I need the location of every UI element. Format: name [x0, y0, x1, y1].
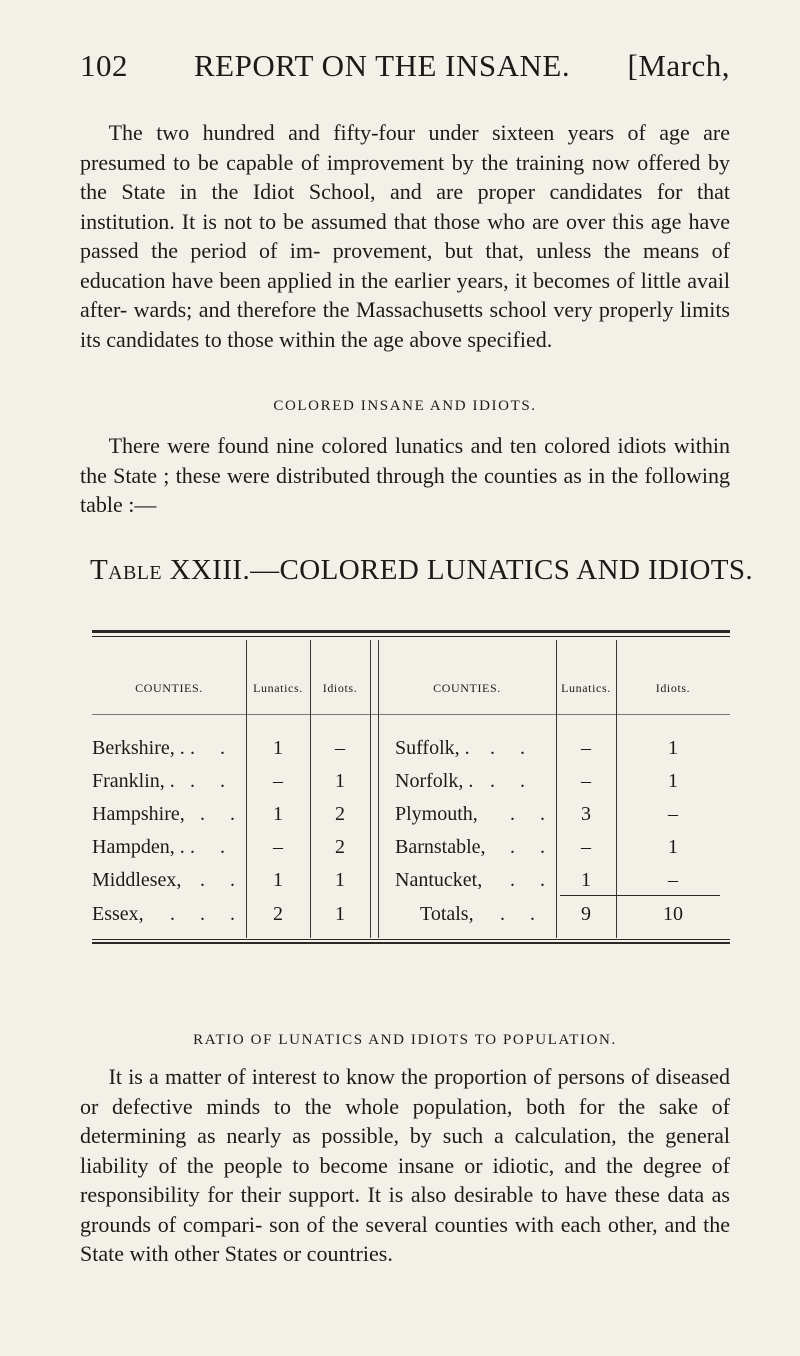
county-cell: Hampshire, [92, 803, 185, 825]
county-cell: Middlesex, [92, 869, 182, 891]
county-cell: Nantucket, [395, 869, 483, 891]
table-title-word: Table [90, 554, 162, 586]
leader-dots: . . [200, 803, 245, 825]
leader-dots: . . [510, 803, 555, 825]
idiots-cell: 1 [668, 836, 678, 858]
idiots-cell: 1 [668, 770, 678, 792]
totals-label: Totals, [420, 903, 474, 925]
running-section: [March, [627, 48, 730, 83]
lunatics-cell: 1 [273, 869, 283, 891]
running-head [80, 48, 730, 88]
county-cell: Plymouth, [395, 803, 478, 825]
lunatics-cell: 1 [273, 803, 283, 825]
header-idiots-left: Idiots. [322, 681, 358, 695]
page-number: 102 [80, 48, 128, 83]
county-cell: Suffolk, . [395, 737, 470, 759]
table-bottom-rule-heavy [92, 942, 730, 944]
table-title-text: XXIII.—COLORED LUNATICS AND IDIOTS. [161, 554, 754, 586]
idiots-cell: 1 [335, 869, 345, 891]
leader-dots: . . . [170, 903, 245, 925]
lunatics-cell: – [273, 770, 283, 792]
section-heading-ratio: RATIO OF LUNATICS AND IDIOTS TO POPULATION. [193, 1032, 617, 1048]
leader-dots: . . [510, 869, 555, 891]
col-divider [370, 640, 371, 938]
idiots-cell: 1 [335, 903, 345, 925]
leader-dots: . . [500, 903, 545, 925]
idiots-total: 10 [663, 903, 683, 925]
lunatics-cell: – [581, 770, 591, 792]
idiots-cell: – [668, 869, 678, 891]
idiots-cell: 1 [335, 770, 345, 792]
idiots-cell: 1 [668, 737, 678, 759]
lunatics-cell: 1 [273, 737, 283, 759]
header-counties-right: COUNTIES. [433, 681, 501, 695]
section-heading-colored: COLORED INSANE AND IDIOTS. [273, 398, 537, 414]
county-cell: Barnstable, [395, 836, 486, 858]
lunatics-cell: 2 [273, 903, 283, 925]
idiots-cell: 2 [335, 836, 345, 858]
table-top-rule-thin [92, 636, 730, 637]
county-cell: Hampden, . [92, 836, 185, 858]
leader-dots: . . [190, 737, 235, 759]
idiots-cell: 2 [335, 803, 345, 825]
leader-dots: . . [200, 869, 245, 891]
lunatics-total: 9 [581, 903, 591, 925]
county-cell: Franklin, . [92, 770, 175, 792]
lunatics-cell: – [581, 836, 591, 858]
header-idiots-right: Idiots. [655, 681, 691, 695]
county-cell: Norfolk, . [395, 770, 474, 792]
paragraph-age-candidates: The two hundred and fifty-four under sixteen years of age are presumed to be capable of improvement by the training now offered by the State in the Idiot School, and are proper candidates for that institution. It is not to be assumed that those who are over this age have passed the period of im- provement, but that, unless the means of education have been applied in the earlier years, it becomes of little avail after- wards; and therefore the Massachusetts school very properly limits its candidates to those within the age above specified. [80, 120, 730, 352]
header-counties-left: COUNTIES. [135, 681, 203, 695]
leader-dots: . . [190, 770, 235, 792]
leader-dots: . . [490, 770, 535, 792]
header-rule [92, 714, 730, 715]
lunatics-cell: – [581, 737, 591, 759]
leader-dots: . . [190, 836, 235, 858]
county-cell: Essex, [92, 903, 144, 925]
paragraph-colored-distribution: There were found nine colored lunatics and ten colored idiots within the State ; these were distributed through the counties as in the following table :— [80, 433, 730, 517]
leader-dots: . . [510, 836, 555, 858]
header-lunatics-left: Lunatics. [253, 681, 303, 695]
lunatics-cell: – [273, 836, 283, 858]
county-cell: Berkshire, . [92, 737, 185, 759]
header-lunatics-right: Lunatics. [561, 681, 611, 695]
totals-rule [560, 895, 720, 896]
idiots-cell: – [335, 737, 345, 759]
lunatics-cell: 3 [581, 803, 591, 825]
paragraph-ratio: It is a matter of interest to know the proportion of persons of diseased or defective minds to the whole population, both for the sake of determining as nearly as possible, by such a calculation, the general liability of the people to become insane or idiotic, and the degree of responsibility for their support. It is also desirable to have these data as grounds of compari- son of the several counties with each other, and the State with other States or countries. [80, 1064, 730, 1266]
table-title [90, 554, 754, 587]
running-title: REPORT ON THE INSANE. [194, 48, 571, 83]
table-bottom-rule [92, 939, 730, 940]
lunatics-cell: 1 [581, 869, 591, 891]
table-top-rule [92, 630, 730, 633]
idiots-cell: – [668, 803, 678, 825]
leader-dots: . . [490, 737, 535, 759]
